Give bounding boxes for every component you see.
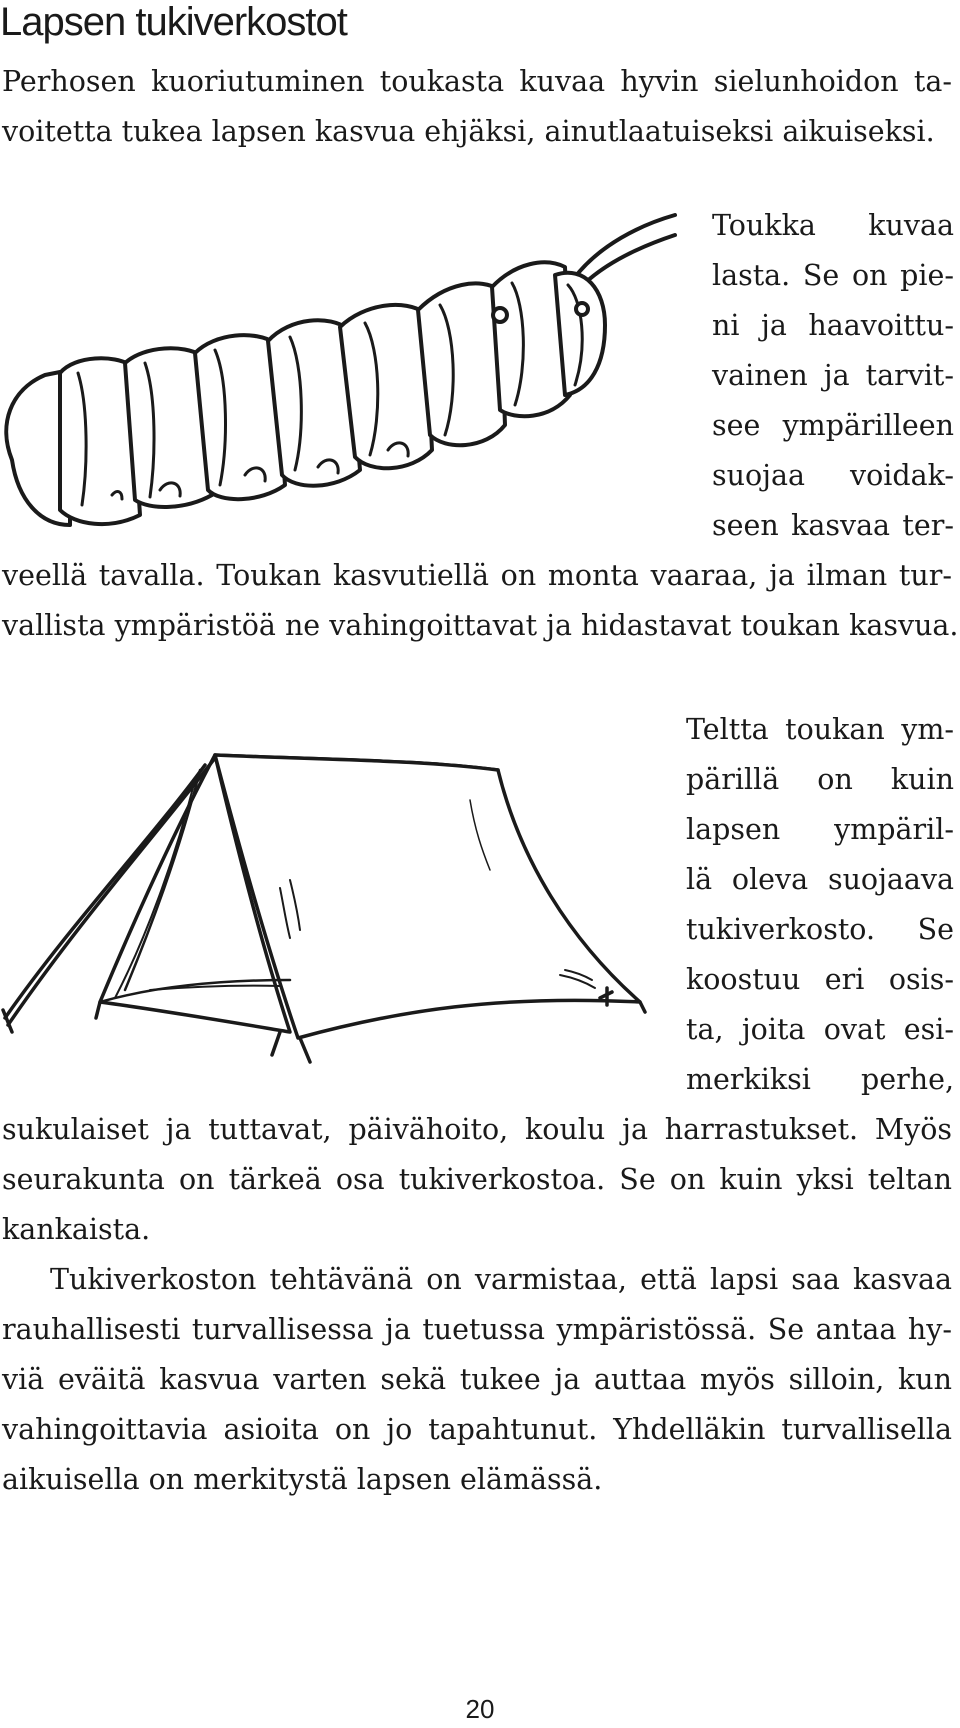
body-text-line: tukiverkosto. Se [686, 913, 954, 946]
body-text-line: see ympärilleen [712, 409, 954, 442]
body-text-line: koostuu eri osis- [686, 963, 954, 996]
body-text-line: ta, joita ovat esi- [686, 1013, 954, 1046]
tent-illustration [0, 740, 660, 1080]
body-text-line: rauhallisesti turvallisessa ja tuetussa ympäristössä. Se antaa hy- [2, 1313, 952, 1346]
body-text-line: seurakunta on tärkeä osa tukiverkostoa. Se on kuin yksi teltan [2, 1163, 952, 1196]
caterpillar-illustration [0, 205, 690, 535]
page-title: Lapsen tukiverkostot [0, 0, 347, 44]
body-text-line: lapsen ympäril- [686, 813, 954, 846]
body-text-line: kankaista. [2, 1213, 151, 1246]
body-text-line: voitetta tukea lapsen kasvua ehjäksi, ainutlaatuiseksi aikuiseksi. [2, 115, 935, 148]
body-text-line: suojaa voidak- [712, 459, 954, 492]
body-text-line: Tukiverkoston tehtävänä on varmistaa, että lapsi saa kasvaa [50, 1263, 952, 1296]
body-text-line: merkiksi perhe, [686, 1063, 954, 1096]
body-text-line: lasta. Se on pie- [712, 259, 954, 292]
body-text-line: vainen ja tarvit- [712, 359, 954, 392]
body-text-line: Toukka kuvaa [712, 209, 954, 242]
body-text-line: aikuisella on merkitystä lapsen elämässä. [2, 1463, 603, 1496]
body-text-line: sukulaiset ja tuttavat, päivähoito, koulu ja harrastukset. Myös [2, 1113, 952, 1146]
body-text-line: veellä tavalla. Toukan kasvutiellä on monta vaaraa, ja ilman tur- [2, 559, 952, 592]
body-text-line: viä eväitä kasvua varten sekä tukee ja auttaa myös silloin, kun [2, 1363, 952, 1396]
body-text-line: Perhosen kuoriutuminen toukasta kuvaa hyvin sielunhoidon ta- [2, 65, 952, 98]
body-text-line: seen kasvaa ter- [712, 509, 954, 542]
body-text-line: lä oleva suojaava [686, 863, 954, 896]
body-text-line: vahingoittavia asioita on jo tapahtunut. Yhdelläkin turvallisella [2, 1413, 952, 1446]
body-text-line: vallista ympäristöä ne vahingoittavat ja hidastavat toukan kasvua. [2, 609, 959, 642]
body-text-line: pärillä on kuin [686, 763, 954, 796]
page-number: 20 [465, 1694, 495, 1724]
body-text-line: ni ja haavoittu- [712, 309, 954, 342]
body-text-line: Teltta toukan ym- [686, 713, 954, 746]
